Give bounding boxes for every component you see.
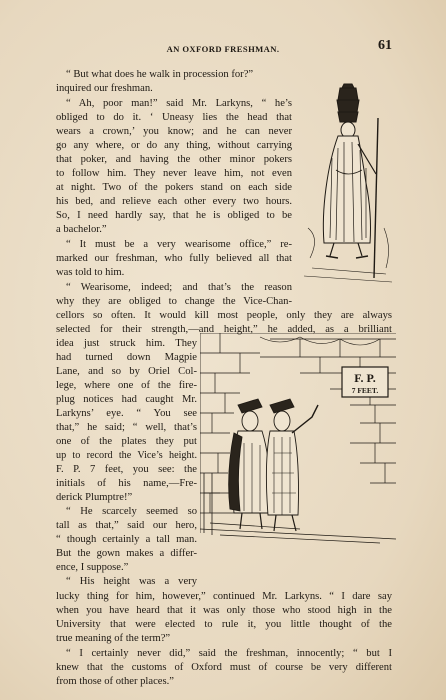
vice-chancellor-illustration	[300, 78, 396, 288]
text-line: knew that the customs of Oxford must of course be very different	[56, 662, 392, 673]
text-line: lucky thing for him, however,” continued Mr. Larkyns. “ I dare say	[56, 591, 392, 602]
text-line: selected for their strength,—and height,” he added, as a brilliant	[56, 324, 392, 335]
text-line: one of the plates they put	[56, 436, 197, 447]
fireplug-plate-illustration	[200, 333, 396, 545]
text-line: ence, I suppose.”	[56, 562, 129, 573]
text-line: F. P. 7 feet, you see: the	[56, 464, 197, 475]
text-line: when you have heard that it was only those who stood high in the	[56, 605, 392, 616]
text-line: “ I certainly never did,” said the freshman, innocently; “ but I	[66, 648, 392, 659]
text-line: that,” he said; “ well, that’s	[56, 422, 197, 433]
text-line: “ though certainly a tall man.	[56, 534, 197, 545]
running-title: AN OXFORD FRESHMAN.	[166, 44, 280, 54]
text-line: true meaning of the term?”	[56, 633, 171, 644]
text-line: go any where, or do any thing, without carrying	[56, 140, 292, 151]
text-line: lege, where one of the fire-	[56, 380, 197, 391]
text-line: “ It must be a very wearisome office,” re-	[66, 239, 292, 250]
plate-text-top: F. P.	[354, 371, 376, 385]
text-line: cellors so often. It would kill most people, only they are always	[56, 310, 392, 321]
text-line: at night. Two of the pokers stand on each side	[56, 182, 292, 193]
text-line: had turned down Magpie	[56, 352, 197, 363]
plate-text-bottom: 7 FEET.	[351, 386, 379, 395]
text-line: “ But what does he walk in procession for?”	[66, 69, 254, 80]
text-line: derick Plumptre!”	[56, 492, 133, 503]
text-line: Larkyns’ eye. “ You see	[56, 408, 197, 419]
text-line: “ Ah, poor man!” said Mr. Larkyns, “ he’s	[66, 98, 292, 109]
text-line: his bed, and relieve each other every two hours.	[56, 196, 292, 207]
text-line: So, I need hardly say, that he is obliged to be	[56, 210, 292, 221]
text-line: up to record the Vice’s height.	[56, 450, 197, 461]
text-line: “ He scarcely seemed so	[66, 506, 197, 517]
page-number: 61	[378, 38, 392, 53]
text-line: University that were elected to rule it, you little thought of the	[56, 619, 392, 630]
text-line: from those of other places.”	[56, 676, 174, 687]
text-line: inquired our freshman.	[56, 83, 153, 94]
text-line: obliged to do it. ‘ Uneasy lies the head that	[56, 112, 292, 123]
text-line: plug notices had caught Mr.	[56, 394, 197, 405]
text-line: Lane, and so by Oriel Col-	[56, 366, 197, 377]
text-line: But the gown makes a differ-	[56, 548, 197, 559]
text-line: that poker, and having the other minor pokers	[56, 154, 292, 165]
text-line: “ Wearisome, indeed; and that’s the reason	[66, 282, 292, 293]
text-line: idea just struck him. They	[56, 338, 197, 349]
text-line: a bachelor.”	[56, 224, 107, 235]
text-line: to follow him. They never leave him, not even	[56, 168, 292, 179]
text-line: “ His height was a very	[66, 576, 197, 587]
text-line: marked our freshman, who fully believed all that	[56, 253, 292, 264]
text-line: why they are obliged to change the Vice-Chan-	[56, 296, 292, 307]
text-line: tall as that,” said our hero,	[56, 520, 197, 531]
text-line: was told to him.	[56, 267, 125, 278]
text-line: initials of his name,—Fre-	[56, 478, 197, 489]
text-line: wears a crown,’ you know; and he can never	[56, 126, 292, 137]
